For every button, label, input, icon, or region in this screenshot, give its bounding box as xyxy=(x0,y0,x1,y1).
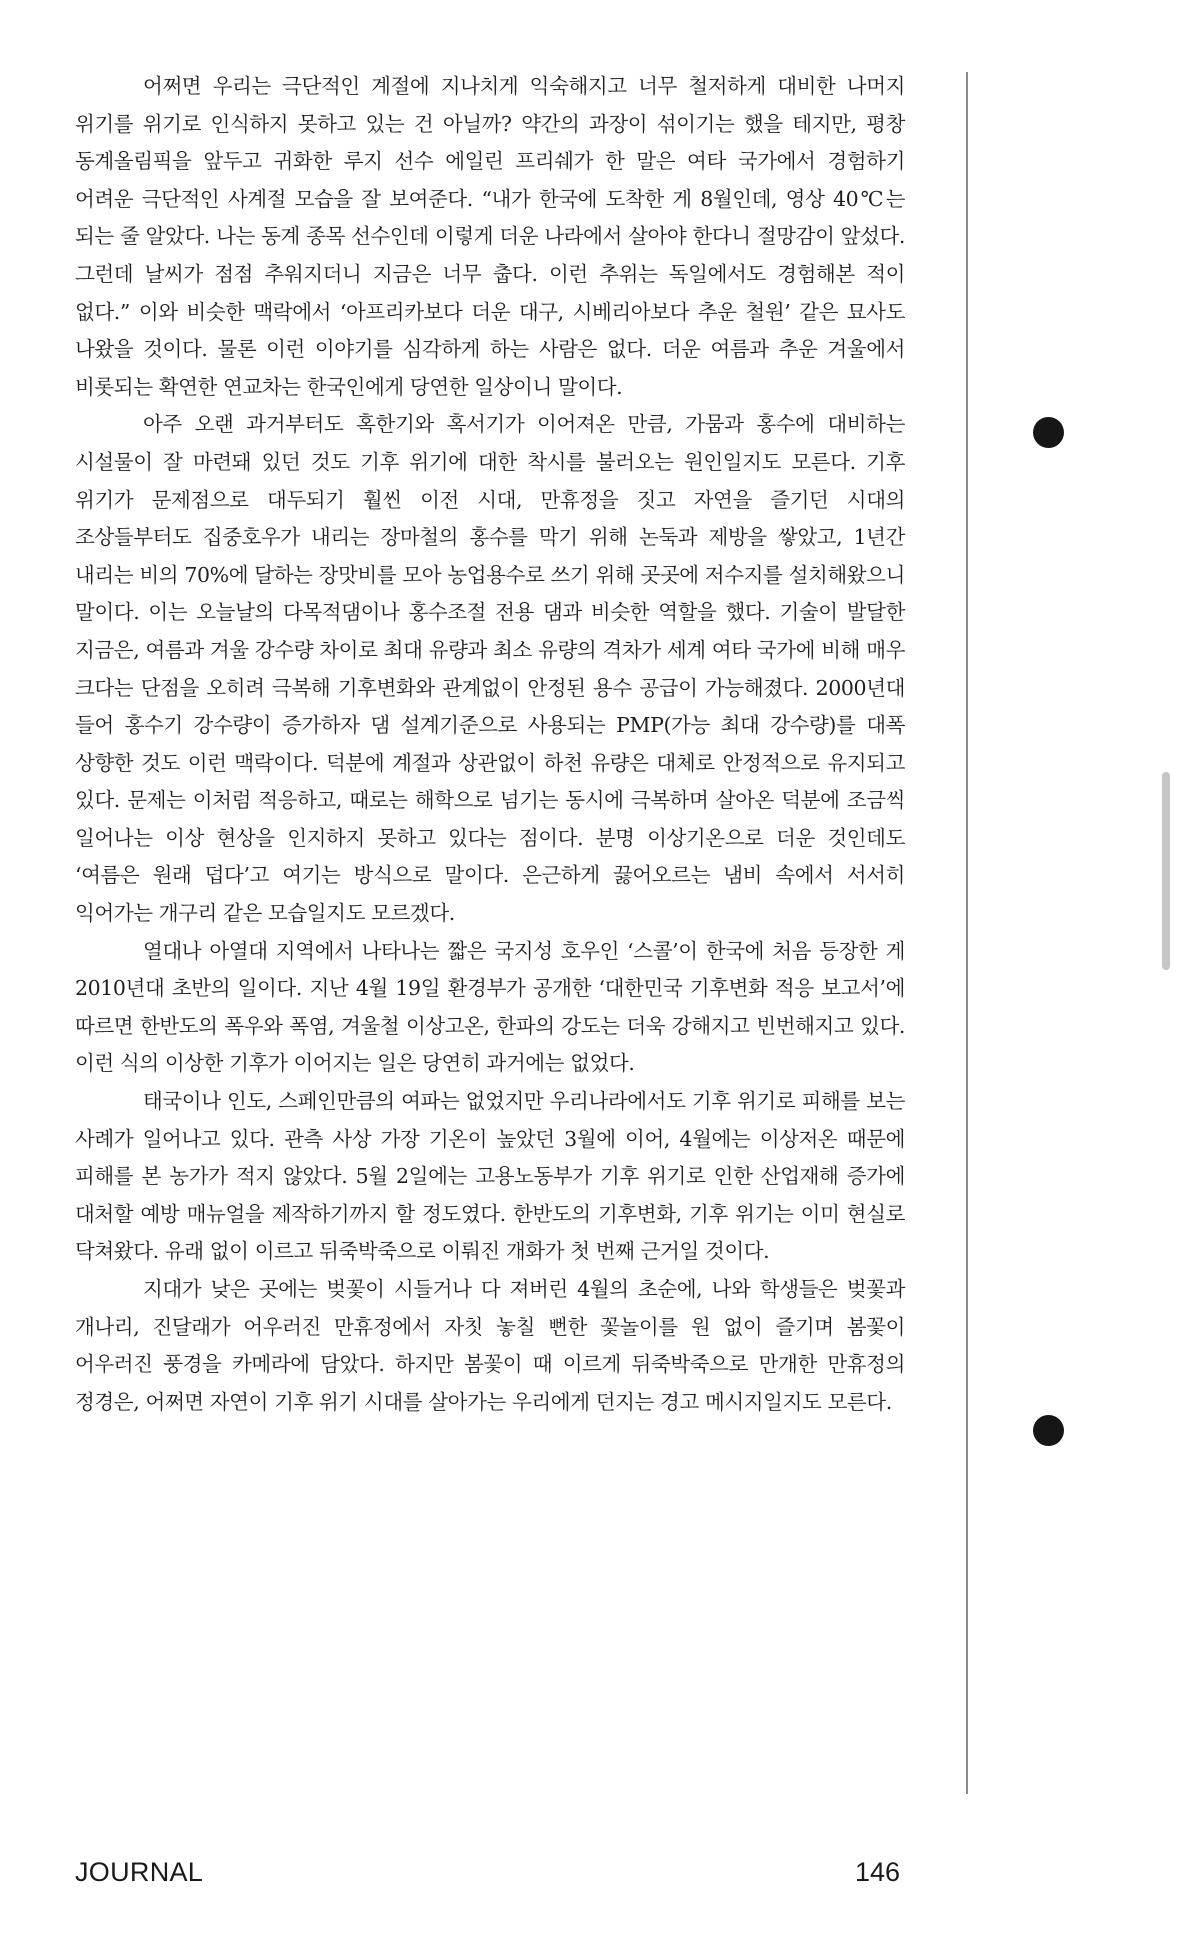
binder-hole-top xyxy=(1033,417,1064,448)
article-paragraph: 아주 오랜 과거부터도 혹한기와 혹서기가 이어져온 만큼, 가뭄과 홍수에 대비하는 시설물이 잘 마련돼 있던 것도 기후 위기에 대한 착시를 불러오는 원인일지도 모른다. 기후 위기가 문제점으로 대두되기 훨씬 이전 시대, 만휴정을 짓고 자연을 즐기던 시대의 조상들부터도 집중호우가 내리는 장마철의 홍수를 막기 위해 논둑과 제방을 쌓았고, 1년간 내리는 비의 70%에 달하는 장맛비를 모아 농업용수로 쓰기 위해 곳곳에 저수지를 설치해왔으니 말이다. 이는 오늘날의 다목적댐이나 홍수조절 전용 댐과 비슷한 역할을 했다. 기술이 발달한 지금은, 여름과 겨울 강수량 차이로 최대 유량과 최소 유량의 격차가 세계 여타 국가에 비해 매우 크다는 단점을 오히려 극복해 기후변화와 관계없이 안정된 용수 공급이 가능해졌다. 2000년대 들어 홍수기 강수량이 증가하자 댐 설계기준으로 사용되는 PMP(가능 최대 강수량)를 대폭 상향한 것도 이런 맥락이다. 덕분에 계절과 상관없이 하천 유량은 대체로 안정적으로 유지되고 있다. 문제는 이처럼 적응하고, 때로는 해학으로 넘기는 동시에 극복하며 살아온 덕분에 조금씩 일어나는 이상 현상을 인지하지 못하고 있다는 점이다. 분명 이상기온으로 더운 것인데도 ‘여름은 원래 덥다’고 여기는 방식으로 말이다. 은근하게 끓어오르는 냄비 속에서 서서히 익어가는 개구리 같은 모습일지도 모르겠다. xyxy=(75,412,905,926)
article-paragraph: 어쩌면 우리는 극단적인 계절에 지나치게 익숙해지고 너무 철저하게 대비한 나머지 위기를 위기로 인식하지 못하고 있는 건 아닐까? 약간의 과장이 섞이기는 했을 테지만, 평창 동계올림픽을 앞두고 귀화한 루지 선수 에일린 프리쉐가 한 말은 여타 국가에서 경험하기 어려운 극단적인 사계절 모습을 잘 보여준다. “내가 한국에 도착한 게 8월인데, 영상 40℃는 되는 줄 알았다. 나는 동계 종목 선수인데 이렇게 더운 나라에서 살아야 한다니 절망감이 앞섰다. 그런데 날씨가 점점 추워지더니 지금은 너무 춥다. 이런 추위는 독일에서도 경험해본 적이 없다.” 이와 비슷한 맥락에서 ‘아프리카보다 더운 대구, 시베리아보다 추운 철원’ 같은 묘사도 나왔을 것이다. 물론 이런 이야기를 심각하게 하는 사람은 없다. 더운 여름과 추운 겨울에서 비롯되는 확연한 연교차는 한국인에게 당연한 일상이니 말이다. xyxy=(75,74,905,399)
page-number: 146 xyxy=(854,1857,900,1887)
footer-section-label: JOURNAL xyxy=(75,1857,204,1887)
margin-divider xyxy=(966,72,968,1794)
article-paragraph: 열대나 아열대 지역에서 나타나는 짧은 국지성 호우인 ‘스콜’이 한국에 처음 등장한 게 2010년대 초반의 일이다. 지난 4월 19일 환경부가 공개한 ‘대한민국 기후변화 적응 보고서’에 따르면 한반도의 폭우와 폭염, 겨울철 이상고온, 한파의 강도는 더욱 강해지고 빈번해지고 있다. 이런 식의 이상한 기후가 이어지는 일은 당연히 과거에는 없었다. xyxy=(75,938,905,1076)
binder-hole-bottom xyxy=(1033,1415,1064,1446)
article-paragraph: 지대가 낮은 곳에는 벚꽃이 시들거나 다 져버린 4월의 초순에, 나와 학생들은 벚꽃과 개나리, 진달래가 어우러진 만휴정에서 자칫 놓칠 뻔한 꽃놀이를 원 없이 즐기며 봄꽃이 어우러진 풍경을 카메라에 담았다. 하지만 봄꽃이 때 이르게 뒤죽박죽으로 만개한 만휴정의 정경은, 어쩌면 자연이 기후 위기 시대를 살아가는 우리에게 던지는 경고 메시지일지도 모른다. xyxy=(75,1277,905,1414)
article-paragraph: 태국이나 인도, 스페인만큼의 여파는 없었지만 우리나라에서도 기후 위기로 피해를 보는 사례가 일어나고 있다. 관측 사상 가장 기온이 높았던 3월에 이어, 4월에는 이상저온 때문에 피해를 본 농가가 적지 않았다. 5월 2일에는 고용노동부가 기후 위기로 인한 산업재해 증가에 대처할 예방 매뉴얼을 제작하기까지 할 정도였다. 한반도의 기후변화, 기후 위기는 이미 현실로 닥쳐왔다. 유래 없이 이르고 뒤죽박죽으로 이뤄진 개화가 첫 번째 근거일 것이다. xyxy=(75,1089,905,1264)
article-body xyxy=(75,68,905,1421)
scrollbar-thumb[interactable] xyxy=(1162,772,1170,970)
